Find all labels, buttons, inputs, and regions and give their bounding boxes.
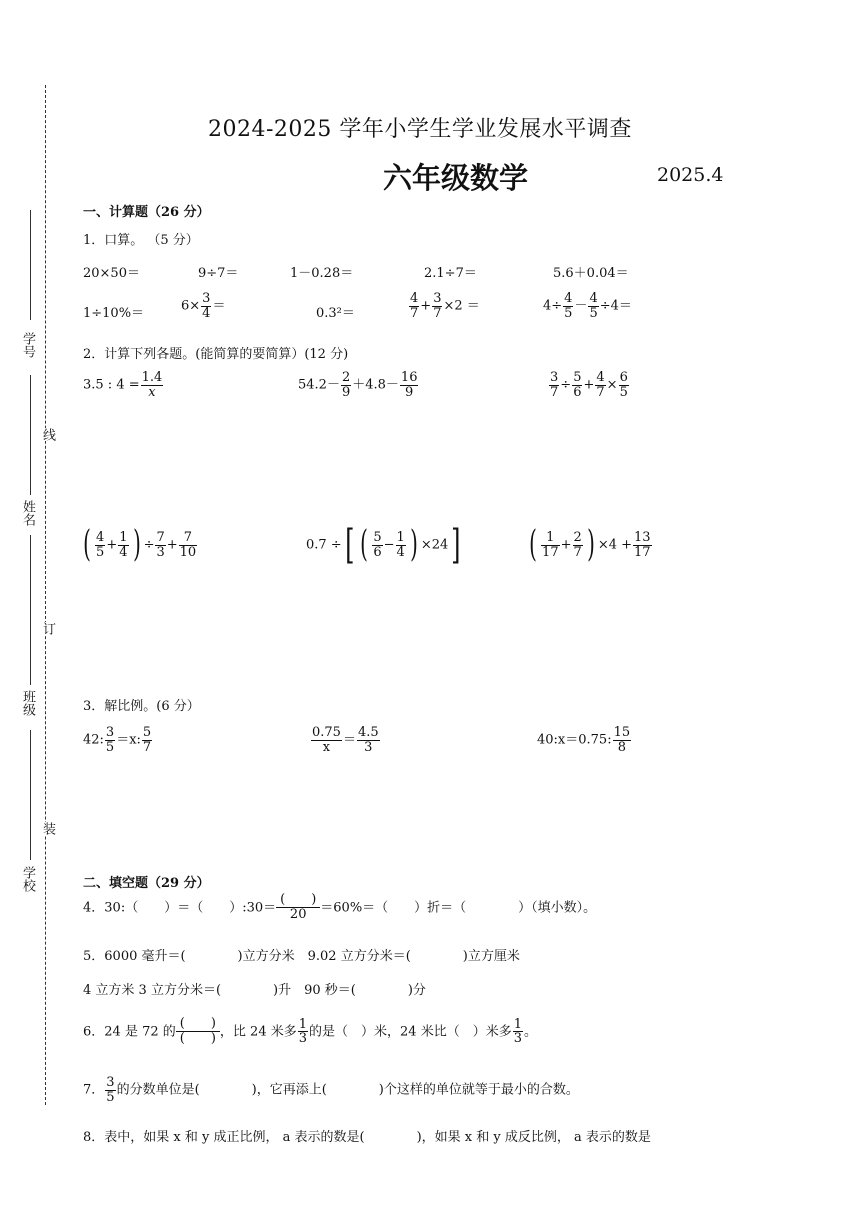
q5-line1: 5．6000 毫升＝( )立方分米 9.02 立方分米＝( )立方厘米	[83, 949, 520, 964]
xingming-line	[30, 375, 31, 495]
q1-item: 20×50＝	[83, 266, 140, 281]
q2-c: $\frac{3}{7}$ ÷ $\frac{5}{6}$ + $\frac{4}{7}$ × $\frac{6}{5}$	[550, 370, 628, 400]
q1-item: 6× $\frac{3}{4}$ ＝	[181, 291, 226, 321]
binding-zhuang: 装	[40, 822, 55, 835]
xuexiao-line	[30, 730, 31, 860]
q1-item: 9÷7＝	[198, 266, 239, 281]
binding-label-banji: 班级	[20, 690, 35, 716]
q1-item: 2.1÷7＝	[424, 266, 477, 281]
binding-label-xuehao: 学号	[20, 332, 35, 358]
binding-xian: 线	[40, 428, 55, 441]
q1-item: 1÷10%＝	[83, 306, 145, 321]
exam-date: 2025.4	[657, 164, 724, 186]
q6: 6．24 是 72 的 ( ) ( ) ，比 24 米多 $\frac{1}{3}$ 的是（ ）米，24 米比（ ）米多 $\frac{1}{3}$ 。	[83, 1016, 537, 1047]
binding-ding: 订	[40, 622, 55, 635]
q2-label: 2．计算下列各题。(能简算的要简算）(12 分)	[83, 347, 349, 362]
q3-label: 3．解比例。(6 分）	[83, 699, 200, 714]
binding-label-xingming: 姓名	[20, 500, 35, 526]
q1-item: 1－0.28＝	[290, 266, 354, 281]
q4: 4．30:（ ）＝（ ）:30＝ ( ) 20 ＝60%＝（ ）折＝（ ）（填小数）。	[83, 892, 597, 923]
q7: 7． $\frac{3}{5}$ 的分数单位是( )，它再添上( )个这样的单位就等于最小的合数。	[83, 1075, 579, 1105]
q2-f: ( $\frac{1}{17}$ + $\frac{2}{7}$ ) ×4 + $\frac{13}{17}$	[529, 524, 651, 565]
section1-title: 一、计算题（26 分）	[83, 205, 210, 220]
q2-a: 3.5 : 4 = $\frac{1.4}{x}$	[83, 370, 163, 400]
q8: 8．表中，如果 x 和 y 成正比例， a 表示的数是( )，如果 x 和 y 成反比例， a 表示的数是	[83, 1130, 651, 1145]
exam-title: 2024-2025 学年小学生学业发展水平调查	[208, 117, 632, 142]
q2-b: 54.2－ $\frac{2}{9}$ ＋4.8－ $\frac{16}{9}$	[298, 370, 418, 400]
q5-line2: 4 立方米 3 立方分米＝( )升 90 秒＝( )分	[83, 983, 426, 998]
q1-item: 0.3²＝	[316, 306, 355, 321]
binding-label-xuexiao: 学校	[20, 866, 35, 892]
q1-item: 5.6＋0.04＝	[553, 266, 629, 281]
banji-line	[30, 535, 31, 685]
q2-d: ( $\frac{4}{5}$ + $\frac{1}{4}$ ) ÷ $\frac{7}{3}$ + $\frac{7}{10}$	[83, 524, 197, 565]
exam-subject: 六年级数学	[383, 161, 529, 195]
q3-b: $\frac{0.75}{x}$ ＝ $\frac{4.5}{3}$	[312, 725, 379, 755]
q1-item: 4÷ $\frac{4}{5}$ － $\frac{4}{5}$ ÷4＝	[543, 291, 632, 321]
q3-a: 42: $\frac{3}{5}$ ＝x: $\frac{5}{7}$	[83, 725, 152, 755]
q2-e: 0.7 ÷[ ( $\frac{5}{6}$ − $\frac{1}{4}$ ) ×24]	[306, 522, 461, 568]
binding-dashed-line	[45, 85, 46, 1105]
q1-item: $\frac{4}{7}$ + $\frac{3}{7}$ ×2 ＝	[410, 291, 480, 321]
section2-title: 二、填空题（29 分）	[83, 876, 210, 891]
q3-c: 40:x＝0.75: $\frac{15}{8}$	[537, 725, 631, 755]
xuehao-line	[30, 210, 31, 320]
q1-label: 1．口算。 （5 分）	[83, 233, 199, 248]
